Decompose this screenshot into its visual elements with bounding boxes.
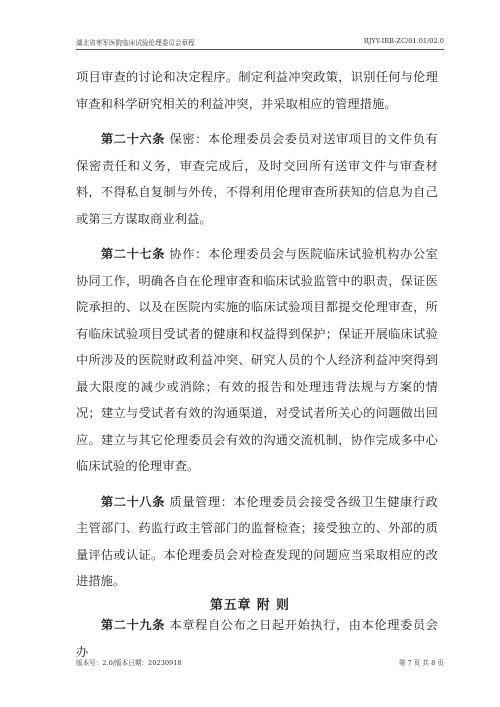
chapter-heading: 第五章 附 则 (210, 598, 290, 613)
article-26-number: 第二十六条 (101, 132, 166, 146)
article-27-number: 第二十七条 (101, 247, 166, 261)
header-rule (76, 49, 444, 50)
continued-paragraph: 项目审查的讨论和决定程序。制定利益冲突政策，识别任何与伦理审查和科学研究相关的利益冲突，并采取相应的管理措施。 (76, 70, 438, 111)
header-doc-title: 湖北省枣军医院临床试验伦理委员会章程 (76, 39, 195, 47)
article-28-number: 第二十八条 (101, 494, 166, 509)
article-27 (76, 241, 438, 480)
article-28-text: 质量管理：本伦理委员会接受各级卫生健康行政主管部门、药监行政主管部门的监督检查；接受独立的、外部的质量评估或认证。本伦理委员会对检查发现的问题应当采取相应的改进措施。 (76, 494, 438, 588)
document-body (76, 64, 438, 595)
article-27-text: 协作：本伦理委员会与医院临床试验机构办公室协同工作，明确各自在伦理审查和临床试验监管中的职责，保证医院承担的、以及在医院内实施的临床试验项目都提交伦理审查，所有临床试验项目受试者的健康和权益得到保护；保证开展临床试验中所涉及的医院财政利益冲突、研究人员的个人经济利益冲突得到最大限度的减少或消除；有效的报告和处理违背法规与方案的情况；建立与受试者有效的沟通渠道，对受试者所关心的问题做出回应。建立与其它伦理委员会有效的沟通交流机制，协作完成多中心临床试验的伦理审查。 (76, 247, 438, 473)
article-26 (76, 126, 438, 232)
footer-version: 版本号：2.0/版本日期：20230918 (76, 659, 182, 667)
article-26-text: 保密：本伦理委员会委员对送审项目的文件负有保密责任和义务，审查完成后，及时交回所有送审文件与审查材料，不得私自复制与外传，不得利用伦理审查所获知的信息为自己或第三方谋取商业利益。 (76, 132, 438, 226)
footer-page-number: 第 7 页 共 8 页 (398, 659, 444, 667)
page-header (76, 37, 444, 49)
article-29-number: 第二十九条 (101, 618, 166, 632)
article-29-text: 本章程自公布之日起开始执行，由本伦理委员会办 (76, 618, 438, 659)
header-doc-code: RJYY-IRB-ZC/01.01/02.0 (363, 37, 444, 45)
article-28 (76, 489, 438, 595)
